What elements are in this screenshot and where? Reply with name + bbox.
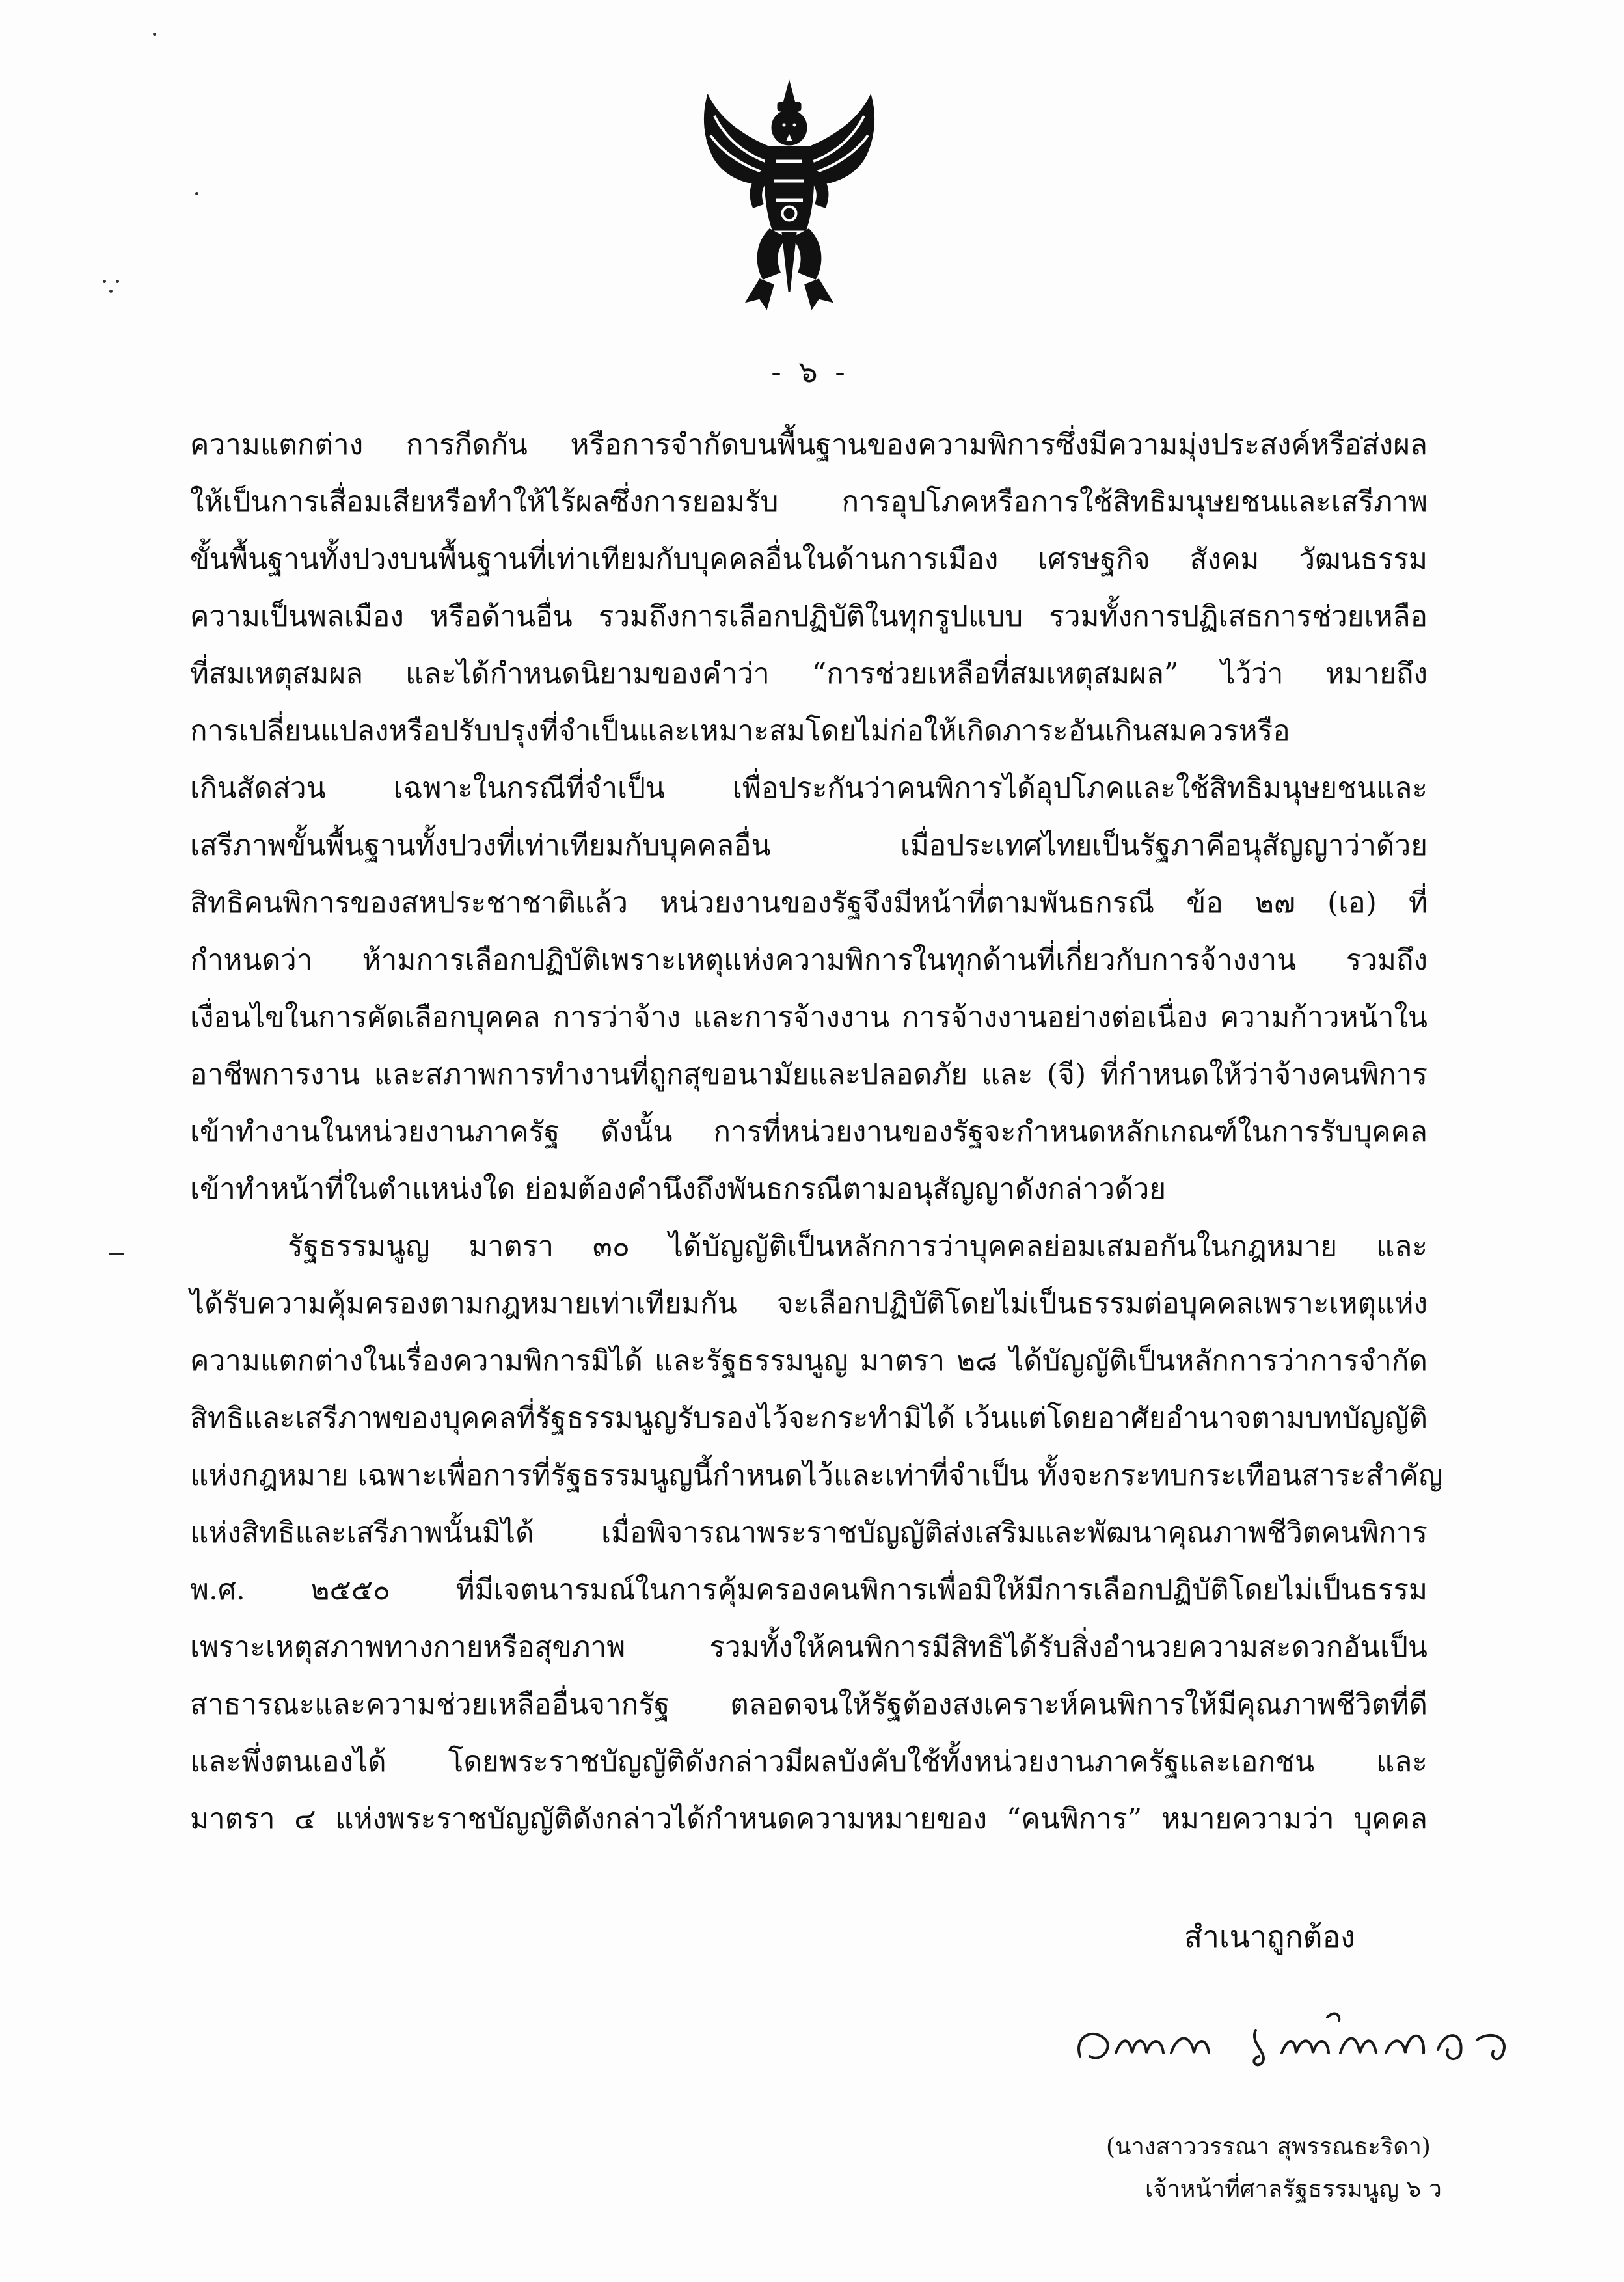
text-line: มาตรา ๔ แห่งพระราชบัญญัติดังกล่าวได้กำหนดความหมายของ “คนพิการ” หมายความว่า บุคคล [190,1802,1428,1836]
garuda-emblem [695,77,884,318]
text-line: ความแตกต่างในเรื่องความพิการมิได้ และรัฐธรรมนูญ มาตรา ๒๘ ได้บัญญัติเป็นหลักการว่าการจำกัด [190,1344,1428,1378]
text-line: เข้าทำหน้าที่ในตำแหน่งใด ย่อมต้องคำนึงถึงพันธกรณีตามอนุสัญญาดังกล่าวด้วย [190,1173,1167,1206]
text-line: ที่สมเหตุสมผล และได้กำหนดนิยามของคำว่า “การช่วยเหลือที่สมเหตุสมผล” ไว้ว่า หมายถึง [190,657,1428,690]
text-line: ความเป็นพลเมือง หรือด้านอื่น รวมถึงการเลือกปฏิบัติในทุกรูปแบบ รวมทั้งการปฏิเสธการช่วยเหลือ [190,600,1428,633]
margin-mark [109,1253,124,1255]
body-text [190,416,1443,1848]
text-line: กำหนดว่า ห้ามการเลือกปฏิบัติเพราะเหตุแห่งความพิการในทุกด้านที่เกี่ยวกับการจ้างงาน รวมถึง [190,944,1428,977]
text-line: ความแตกต่าง การกีดกัน หรือการจำกัดบนพื้นฐานของความพิการซึ่งมีความมุ่งประสงค์หรือส่งผล [190,428,1428,461]
text-line: แห่งสิทธิและเสรีภาพนั้นมิได้ เมื่อพิจารณาพระราชบัญญัติส่งเสริมและพัฒนาคุณภาพชีวิตคนพิการ [190,1516,1428,1549]
text-line: อาชีพการงาน และสภาพการทำงานที่ถูกสุขอนามัยและปลอดภัย และ (จี) ที่กำหนดให้ว่าจ้างคนพิการ [190,1058,1428,1091]
signer-title: เจ้าหน้าที่ศาลรัฐธรรมนูญ ๖ ว [1145,2176,1442,2203]
page-number: - ๖ - [771,354,849,389]
text-line: เข้าทำงานในหน่วยงานภาครัฐ ดังนั้น การที่หน่วยงานของรัฐจะกำหนดหลักเกณฑ์ในการรับบุคคล [190,1115,1428,1148]
text-line: เพราะเหตุสภาพทางกายหรือสุขภาพ รวมทั้งให้คนพิการมีสิทธิได้รับสิ่งอำนวยความสะดวกอันเป็น [190,1631,1428,1664]
text-line: รัฐธรรมนูญ มาตรา ๓๐ ได้บัญญัติเป็นหลักการว่าบุคคลย่อมเสมอกันในกฎหมาย และ [288,1230,1428,1263]
text-line: การเปลี่ยนแปลงหรือปรับปรุงที่จำเป็นและเหมาะสมโดยไม่ก่อให้เกิดภาระอันเกินสมควรหรือ [190,714,1290,748]
text-line: สิทธิคนพิการของสหประชาชาติแล้ว หน่วยงานของรัฐจึงมีหน้าที่ตามพันธกรณี ข้อ ๒๗ (เอ) ที่ [190,886,1428,919]
text-line: พ.ศ. ๒๕๕๐ ที่มีเจตนารมณ์ในการคุ้มครองคนพิการเพื่อมิให้มีการเลือกปฏิบัติโดยไม่เป็นธรรม [190,1573,1428,1607]
signer-name: (นางสาววรรณา สุพรรณธะริดา) [1106,2134,1431,2160]
text-line: ขั้นพื้นฐานทั้งปวงบนพื้นฐานที่เท่าเทียมกับบุคคลอื่นในด้านการเมือง เศรษฐกิจ สังคม วัฒนธรรม [190,543,1428,576]
text-line: สาธารณะและความช่วยเหลืออื่นจากรัฐ ตลอดจนให้รัฐต้องสงเคราะห์คนพิการให้มีคุณภาพชีวิตที่ดี [190,1688,1428,1721]
text-line: ได้รับความคุ้มครองตามกฎหมายเท่าเทียมกัน จะเลือกปฏิบัติโดยไม่เป็นธรรมต่อบุคคลเพราะเหตุแห่ง [190,1287,1428,1320]
text-line: เกินสัดส่วน เฉพาะในกรณีที่จำเป็น เพื่อประกันว่าคนพิการได้อุปโภคและใช้สิทธิมนุษยชนและ [190,772,1428,805]
text-line: และพึ่งตนเองได้ โดยพระราชบัญญัติดังกล่าวมีผลบังคับใช้ทั้งหน่วยงานภาครัฐและเอกชน และ [190,1745,1428,1778]
handwritten-signature [1061,1991,1555,2089]
text-line: สิทธิและเสรีภาพของบุคคลที่รัฐธรรมนูญรับรองไว้จะกระทำมิได้ เว้นแต่โดยอาศัยอำนาจตามบทบัญญัติ [190,1402,1428,1435]
text-line: แห่งกฎหมาย เฉพาะเพื่อการที่รัฐธรรมนูญนี้กำหนดไว้และเท่าที่จำเป็น ทั้งจะกระทบกระเทือนสาระสำคัญ [190,1459,1443,1492]
text-line: ให้เป็นการเสื่อมเสียหรือทำให้ไร้ผลซึ่งการยอมรับ การอุปโภคหรือการใช้สิทธิมนุษยชนและเสรีภาพ [190,485,1428,519]
text-line: เงื่อนไขในการคัดเลือกบุคคล การว่าจ้าง และการจ้างงาน การจ้างงานอย่างต่อเนื่อง ความก้าวหน้าใน [190,1001,1428,1034]
certification-text: สำเนาถูกต้อง [1184,1919,1355,1954]
text-line: เสรีภาพขั้นพื้นฐานทั้งปวงที่เท่าเทียมกับบุคคลอื่น เมื่อประเทศไทยเป็นรัฐภาคีอนุสัญญาว่าด้วย [190,829,1428,862]
